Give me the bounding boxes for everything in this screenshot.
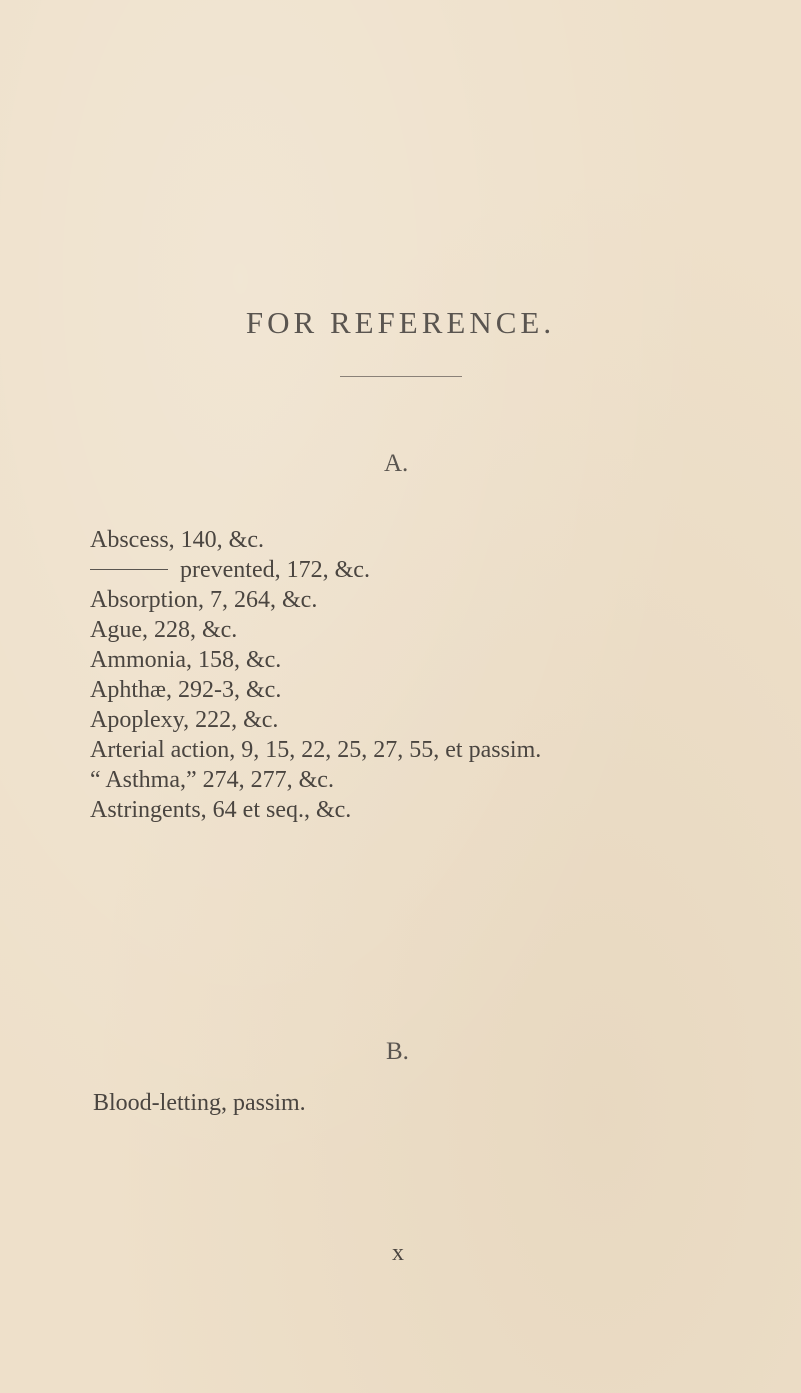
index-entry: Ague, 228, &c. [90, 617, 238, 643]
index-entry: Arterial action, 9, 15, 22, 25, 27, 55, et passim. [90, 737, 542, 763]
index-entry: Aphthæ, 292-3, &c. [90, 677, 282, 703]
index-entry: “ Asthma,” 274, 277, &c. [90, 767, 334, 793]
index-list-a [90, 525, 541, 825]
index-entry: Blood-letting, passim. [93, 1090, 306, 1116]
section-letter-a: A. [384, 450, 409, 477]
index-entry: Astringents, 64 et seq., &c. [90, 797, 352, 823]
index-subentry [90, 555, 541, 585]
section-letter-b: B. [386, 1038, 409, 1065]
ditto-dash [90, 569, 168, 570]
page-title: FOR REFERENCE. [245, 305, 556, 340]
index-entry: Absorption, 7, 264, &c. [90, 587, 318, 613]
index-entry: Apoplexy, 222, &c. [90, 707, 279, 733]
signature-mark: x [392, 1240, 404, 1266]
index-entry: Abscess, 140, &c. [90, 527, 264, 553]
index-subentry-text: prevented, 172, &c. [180, 557, 370, 583]
title-divider [340, 376, 462, 377]
index-entry: Ammonia, 158, &c. [90, 647, 282, 673]
